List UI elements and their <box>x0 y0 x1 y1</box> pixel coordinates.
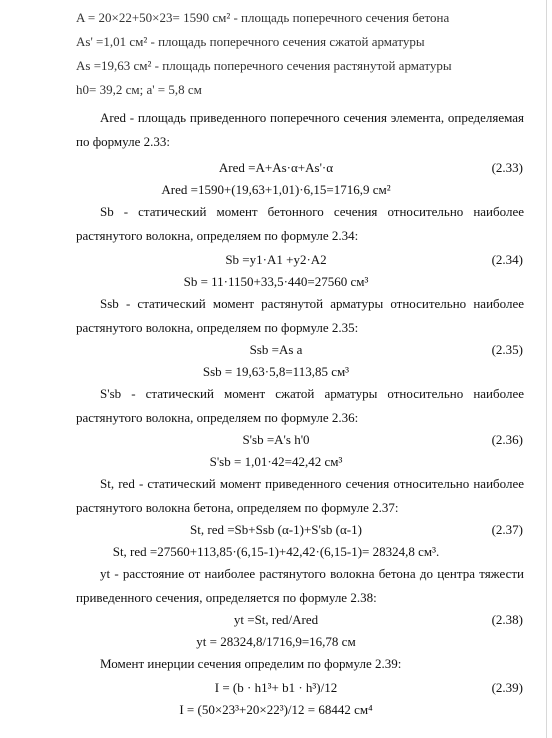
equation-number: (2.38) <box>491 612 523 627</box>
formula-result: I = (50×23³+20×22³)/12 = 68442 см⁴ <box>179 702 373 717</box>
text-line: As' =1,01 см² - площадь поперечного сечения сжатой арматуры <box>76 34 425 49</box>
formula-result: S'sb = 1,01·42=42,42 см³ <box>209 454 343 469</box>
paragraph: Ssb - статический момент растянутой арматуры относительно наиболее растянутого волокна, определяем по формуле 2.35: <box>76 296 524 335</box>
formula: S'sb =A's h'0 <box>242 432 310 447</box>
text-line: h0= 39,2 см; a' = 5,8 см <box>76 82 202 97</box>
equation-number: (2.39) <box>491 680 523 695</box>
equation-number: (2.35) <box>491 342 523 357</box>
paragraph: yt - расстояние от наиболее растянутого волокна бетона до центра тяжести приведенного сечения, определяется по формуле 2.38: <box>76 566 524 605</box>
paragraph: Ared - площадь приведенного поперечного сечения элемента, определяемая по формуле 2.33: <box>76 110 524 149</box>
formula-result: Ssb = 19,63·5,8=113,85 см³ <box>202 364 350 379</box>
paragraph: St, red - статический момент приведенного сечения относительно наиболее растянутого волокна бетона, определяем по формуле 2.37: <box>76 476 524 515</box>
paragraph: Момент инерции сечения определим по формуле 2.39: <box>100 656 402 671</box>
formula: Ared =A+As·α+As'·α <box>218 160 334 175</box>
text-line: As =19,63 см² - площадь поперечного сечения растянутой арматуры <box>76 58 452 73</box>
formula: Sb =y1·A1 +y2·A2 <box>225 252 327 267</box>
equation-number: (2.34) <box>491 252 523 267</box>
paragraph: Sb - статический момент бетонного сечения относительно наиболее растянутого волокна, определяем по формуле 2.34: <box>76 204 524 243</box>
formula-result: Ared =1590+(19,63+1,01)·6,15=1716,9 см² <box>161 182 391 197</box>
formula: St, red =Sb+Ssb (α-1)+S'sb (α-1) <box>190 522 362 537</box>
formula-result: St, red =27560+113,85·(6,15-1)+42,42·(6,15-1)= 28324,8 см³. <box>112 544 440 559</box>
equation-number: (2.33) <box>491 160 523 175</box>
formula: yt =St, red/Ared <box>233 612 319 627</box>
text-line: A = 20×22+50×23= 1590 см² - площадь поперечного сечения бетона <box>76 10 450 25</box>
formula-result: Sb = 11·1150+33,5·440=27560 см³ <box>183 274 369 289</box>
paragraph: S'sb - статический момент сжатой арматуры относительно наиболее растянутого волокна, определяем по формуле 2.36: <box>76 386 524 425</box>
equation-number: (2.36) <box>491 432 523 447</box>
formula: I = (b · h1³+ b1 · h³)/12 <box>214 680 338 695</box>
equation-number: (2.37) <box>491 522 523 537</box>
formula: Ssb =As a <box>249 342 303 357</box>
formula-result: yt = 28324,8/1716,9=16,78 см <box>196 634 356 649</box>
